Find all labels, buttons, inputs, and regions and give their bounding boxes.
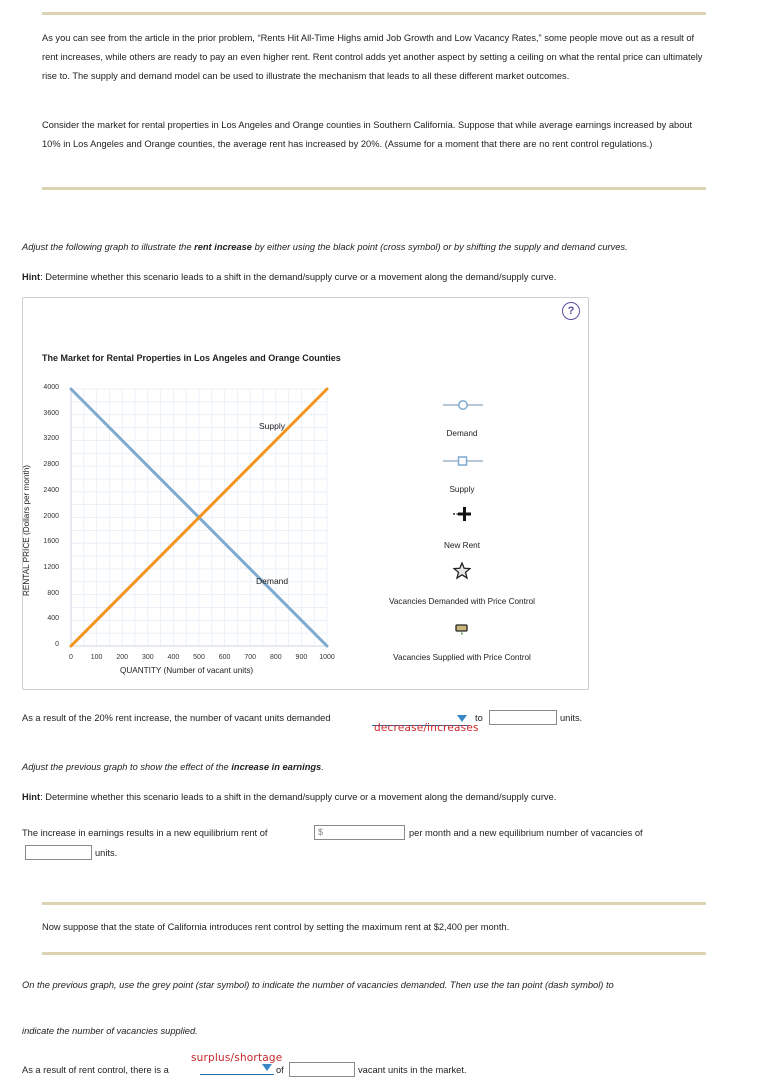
x-axis-label: QUANTITY (Number of vacant units) (120, 666, 254, 675)
instruction-bold: rent increase (194, 242, 252, 252)
y-tick-label: 1600 (43, 538, 59, 546)
x-tick-label: 200 (116, 654, 129, 661)
q3-quantity-input[interactable] (289, 1062, 355, 1077)
hint-text: : Determine whether this scenario leads to a shift in the demand/supply curve or a movement along the demand/supply curve. (40, 272, 557, 282)
q3-prefix: As a result of rent control, there is a (22, 1065, 169, 1075)
chevron-down-icon (262, 1064, 272, 1071)
x-tick-label: 1000 (319, 654, 335, 661)
y-tick-label: 2000 (43, 512, 59, 520)
intro-paragraph-2: Consider the market for rental properties in Los Angeles and Orange counties in Southern California. Suppose that while average earnings increased by about 10% in Los Angeles and Orange counties, the average rent has increased by 20%. (Assume for a moment that there are no rent control regulations.) (42, 120, 693, 149)
graph-title: The Market for Rental Properties in Los Angeles and Orange Counties (42, 353, 341, 363)
x-tick-label: 600 (218, 654, 231, 661)
legend-vacancies-demanded: Vacancies Demanded with Price Control (389, 597, 535, 606)
demand-curve-label: Demand (256, 576, 289, 586)
q2-prefix: The increase in earnings results in a new equilibrium rent of (22, 828, 268, 838)
hint-label: Hint (22, 792, 41, 802)
y-tick-label: 4000 (43, 384, 59, 391)
hint-label: Hint (22, 272, 41, 282)
currency-symbol: $ (318, 827, 324, 837)
q3-dropdown-options: surplus/shortage (191, 1052, 283, 1064)
x-tick-label: 800 (269, 654, 282, 661)
rent-control-text: Now suppose that the state of California introduces rent control by setting the maximum rent at $2,400 per month. (42, 922, 510, 932)
legend-supply: Supply (449, 485, 475, 494)
legend-demand: Demand (446, 429, 478, 438)
supply-curve-label: Supply (259, 421, 285, 431)
q1-dropdown-options: decrease/increases (374, 722, 479, 734)
demand-curve-tool-icon[interactable] (443, 399, 483, 411)
x-tick-label: 0 (69, 654, 73, 661)
x-tick-label: 400 (167, 654, 180, 661)
hint-2 (22, 792, 556, 802)
q3-surplus-shortage-dropdown[interactable] (200, 1060, 274, 1075)
instruction-text: . (321, 762, 324, 772)
dash-point-tool-icon[interactable] (455, 622, 469, 636)
cross-point-tool-icon[interactable] (452, 504, 472, 522)
x-tick-label: 100 (90, 654, 103, 661)
help-icon[interactable]: ? (562, 302, 580, 320)
instruction-earnings (22, 762, 324, 772)
q1-prefix: As a result of the 20% rent increase, the number of vacant units demanded (22, 713, 331, 723)
q3-suffix: vacant units in the market. (358, 1065, 467, 1075)
intro-paragraph-1: As you can see from the article in the prior problem, “Rents Hit All-Time Highs amid Job Growth and Low Vacancy Rates,” some people move out as a result of rent increases, while others are ready to pay an even higher rent. Rent control adds yet another aspect by setting a ceiling on what the rental price can ultimately rise to. The supply and demand model can be used to illustrate the mechanism that leads to all these different market outcomes. (42, 33, 703, 81)
x-tick-label: 500 (193, 654, 205, 661)
q3-of: of (276, 1065, 284, 1075)
instruction-rent-control-line-2: indicate the number of vacancies supplied. (22, 1026, 198, 1036)
y-tick-label: 2800 (43, 461, 59, 469)
y-tick-label: 3200 (43, 435, 59, 443)
x-tick-label: 900 (295, 654, 308, 661)
instruction-text: Adjust the previous graph to show the effect of the (22, 762, 232, 772)
q2-units: units. (95, 848, 118, 858)
legend-new-rent: New Rent (444, 541, 480, 550)
x-tick-label: 300 (141, 654, 154, 661)
q2-rent-input[interactable] (314, 825, 405, 840)
y-tick-label: 0 (55, 641, 59, 648)
q1-units: units. (560, 713, 583, 723)
y-tick-label: 400 (47, 615, 59, 623)
x-tick-label: 700 (244, 654, 257, 661)
q2-vacancies-input[interactable] (25, 845, 92, 860)
y-tick-label: 1200 (43, 563, 59, 571)
q1-quantity-input[interactable] (489, 710, 557, 725)
instruction-text: Adjust the following graph to illustrate the (22, 242, 195, 252)
y-axis-label: RENTAL PRICE (Dollars per month) (22, 464, 31, 596)
star-point-tool-icon[interactable] (453, 562, 471, 580)
instruction-rent-control-line-1: On the previous graph, use the grey point (star symbol) to indicate the number of vacancies demanded. Then use the tan point (dash symbol) to (22, 980, 614, 990)
y-tick-label: 3600 (43, 409, 59, 417)
y-tick-label: 2400 (43, 486, 59, 494)
instruction-bold: increase in earnings (231, 762, 322, 772)
y-tick-label: 800 (47, 589, 59, 597)
hint-text: : Determine whether this scenario leads to a shift in the demand/supply curve or a movement along the demand/supply curve. (40, 792, 557, 802)
supply-curve-tool-icon[interactable] (443, 455, 483, 467)
rent-control-bottom-divider (42, 952, 706, 955)
rent-control-top-divider (42, 902, 706, 905)
q1-to: to (475, 713, 483, 723)
instruction-text: by either using the black point (cross symbol) or by shifting the supply and demand curves. (251, 242, 628, 252)
chevron-down-icon (457, 715, 467, 722)
legend-vacancies-supplied: Vacancies Supplied with Price Control (393, 653, 531, 662)
q2-mid: per month and a new equilibrium number of vacancies of (409, 828, 643, 838)
